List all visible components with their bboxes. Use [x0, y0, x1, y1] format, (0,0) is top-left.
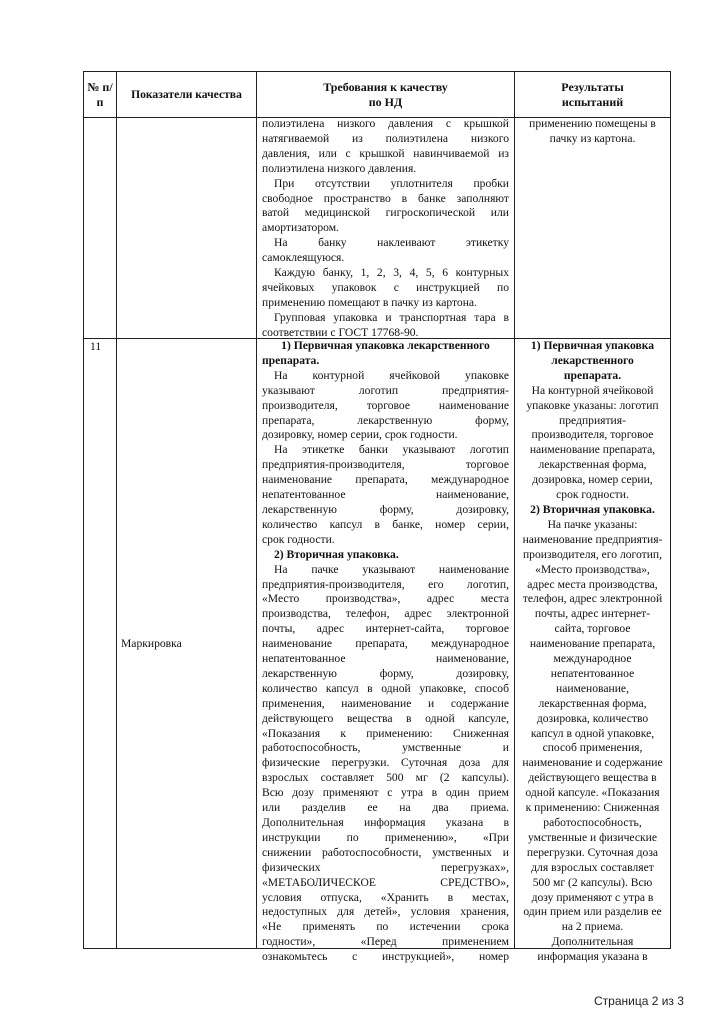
cont-results-text: [515, 117, 670, 177]
text-line: пачку из картона.: [549, 131, 636, 145]
text-line: Всю дозу применяют с утра в один прием: [262, 786, 509, 800]
text-line: наименование и содержание: [522, 756, 663, 770]
row-indicator-label: Маркировка: [121, 637, 182, 650]
text-line: лекарственную форму, дозировку,: [262, 502, 509, 516]
text-line: «Не применять по истечении срока: [262, 920, 509, 934]
text-line: производителя, его логотип,: [522, 547, 663, 561]
text-line: препарата, лекарственную форму,: [262, 413, 509, 427]
text-line: применению помещают в пачку из картона.: [262, 295, 477, 309]
text-line: для взрослых составляет: [531, 860, 654, 874]
column-divider: [256, 72, 257, 948]
text-line: инструкции по применению», «При: [262, 830, 509, 844]
text-line: давления, или с крышкой навинчиваемой из: [262, 146, 509, 160]
text-line: указывают логотип предприятия-: [262, 383, 509, 397]
subheading-primary-packaging: препарата.: [563, 368, 622, 382]
text-line: амортизатором.: [262, 221, 339, 235]
subheading-primary-packaging: препарата.: [262, 353, 320, 367]
text-line: Дополнительная информация указана в: [262, 816, 509, 829]
text-line: «Место производства»,: [535, 562, 650, 576]
text-line: срок годности.: [262, 532, 335, 546]
text-line: количество капсул в одной упаковке, способ: [262, 681, 509, 695]
text-line: дозу применяют с утра в: [531, 890, 654, 904]
text-line: «Показания к применению: Сниженная: [262, 726, 509, 740]
text-line: наименование препарата,: [529, 443, 656, 457]
text-line: почты, адрес интернет-: [534, 607, 651, 621]
text-line: полиэтилена низкого давления с крышкой: [262, 117, 509, 130]
text-line: соответствии с ГОСТ 17768-90.: [262, 325, 419, 339]
text-line: срок годности.: [556, 488, 629, 502]
text-line: предприятия-производителя, его логотип,: [262, 577, 509, 591]
text-line: дозировку, номер серии, срок годности.: [262, 428, 458, 442]
row-number: 11: [90, 340, 102, 353]
marking-requirements-text: [262, 339, 509, 964]
text-line: снижении работоспособности, умственных и: [262, 845, 509, 859]
text-line: На пачке указывают наименование: [274, 562, 509, 576]
text-line: работоспособность,: [543, 816, 642, 829]
quality-table: [83, 71, 671, 964]
text-line: наименование,: [556, 681, 629, 695]
text-line: дозировка, номер серии,: [532, 473, 653, 487]
text-line: адрес места производства,: [527, 577, 658, 591]
text-line: недоступных для детей», условия хранения,: [262, 905, 509, 919]
text-line: почты, адрес интернет-сайта, торговое: [262, 622, 509, 636]
text-line: способ применения,: [542, 741, 643, 755]
text-line: физические перегрузки. Суточная доза для: [262, 756, 509, 770]
text-line: количество капсул в банке, номер серии,: [262, 517, 509, 531]
text-line: натягиваемой из полиэтилена низкого: [262, 131, 509, 145]
text-line: производителя, торговое наименование: [262, 398, 509, 412]
text-line: лекарственная форма,: [538, 696, 647, 710]
text-line: Групповая упаковка и транспортная тара в: [274, 310, 509, 324]
text-line: На контурной ячейковой: [531, 383, 654, 397]
text-line: умственные и физические: [528, 830, 657, 844]
text-line: перегрузки. Суточная доза: [526, 845, 659, 859]
text-line: условия отпуска, «Хранить в местах,: [262, 890, 509, 904]
text-line: телефон, адрес электронной: [522, 592, 663, 606]
column-divider: [116, 72, 117, 948]
text-line: «Место производства», адрес места: [262, 592, 509, 606]
header-indicator: Показатели качества: [131, 88, 242, 101]
text-line: сайта, торговое: [554, 622, 631, 636]
text-line: На пачке указаны:: [547, 517, 638, 531]
text-line: самоклеящуюся.: [262, 251, 345, 265]
text-line: непатентованное: [550, 666, 635, 680]
text-line: физических перегрузках»,: [262, 860, 509, 874]
text-line: предприятия-: [559, 413, 626, 427]
text-line: лекарственную форму, дозировку,: [262, 666, 509, 680]
text-line: лекарственная форма,: [538, 458, 647, 472]
text-line: «МЕТАБОЛИЧЕСКОЕ СРЕДСТВО»,: [262, 875, 509, 889]
text-line: наименование препарата,: [529, 637, 656, 651]
text-line: капсул в одной упаковке,: [530, 726, 655, 740]
text-line: производителя, торговое: [531, 428, 654, 442]
subheading-primary-packaging: 1) Первичная упаковка лекарственного: [281, 339, 490, 352]
text-line: ватой медицинской гигроскопической или: [262, 206, 509, 220]
text-line: применению помещены в: [529, 117, 656, 130]
subheading-secondary-packaging: 2) Вторичная упаковка.: [530, 502, 655, 516]
text-line: На банку наклеивают этикетку: [274, 236, 509, 250]
page-number: Страница 2 из 3: [594, 994, 684, 1008]
header-requirements: Требования к качеству по НД: [323, 79, 448, 109]
cont-requirements-text: [262, 117, 509, 338]
text-line: ознакомьтесь с инструкцией», номер: [262, 950, 509, 964]
text-line: непатентованное наименование,: [262, 652, 509, 666]
text-line: или разделив ее на два приема.: [262, 801, 509, 815]
subheading-secondary-packaging: 2) Вторичная упаковка.: [274, 547, 399, 561]
subheading-primary-packaging: 1) Первичная упаковка: [530, 339, 655, 352]
text-line: дозировка, количество: [536, 711, 649, 725]
text-line: наименование предприятия-: [522, 532, 663, 546]
text-line: на 2 приема.: [561, 920, 624, 934]
text-line: полиэтилена низкого давления.: [262, 161, 417, 175]
text-line: ячейковых упаковок с инструкцией по: [262, 280, 509, 294]
text-line: При отсутствии уплотнителя пробки: [274, 176, 509, 190]
text-line: действующего вещества в одной капсуле,: [262, 711, 509, 725]
text-line: действующего вещества в: [528, 771, 657, 785]
text-line: На контурной ячейковой упаковке: [274, 368, 509, 382]
text-line: работоспособность, умственные и: [262, 741, 509, 755]
text-line: взрослых составляет 500 мг (2 капсулы).: [262, 771, 509, 785]
text-line: информация указана в: [537, 950, 648, 964]
subheading-primary-packaging: лекарственного: [551, 353, 634, 367]
text-line: наименование препарата, международное: [262, 473, 509, 487]
marking-results-text: [515, 339, 670, 964]
text-line: упаковке указаны: логотип: [526, 398, 659, 412]
text-line: один прием или разделив ее: [523, 905, 662, 919]
text-line: производства, телефон, адрес электронной: [262, 607, 509, 621]
text-line: годности», «Перед применением: [262, 935, 509, 949]
text-line: предприятия-производителя, торговое: [262, 458, 509, 472]
text-line: 500 мг (2 капсулы). Всю: [532, 875, 653, 889]
text-line: непатентованное наименование,: [262, 488, 509, 502]
text-line: к применению: Сниженная: [525, 801, 660, 815]
text-line: Каждую банку, 1, 2, 3, 4, 5, 6 контурных: [274, 266, 509, 280]
header-results: Результаты испытаний: [561, 79, 624, 109]
text-line: Дополнительная: [551, 935, 634, 949]
text-line: международное: [553, 652, 632, 666]
text-line: На этикетке банки указывают логотип: [274, 443, 509, 457]
text-line: применения, наименование и содержание: [262, 696, 509, 710]
text-line: одной капсуле. «Показания: [525, 786, 660, 800]
text-line: свободное пространство в банке заполняют: [262, 191, 509, 205]
header-num: № п/п: [87, 79, 113, 109]
text-line: наименование препарата, международное: [262, 637, 509, 651]
